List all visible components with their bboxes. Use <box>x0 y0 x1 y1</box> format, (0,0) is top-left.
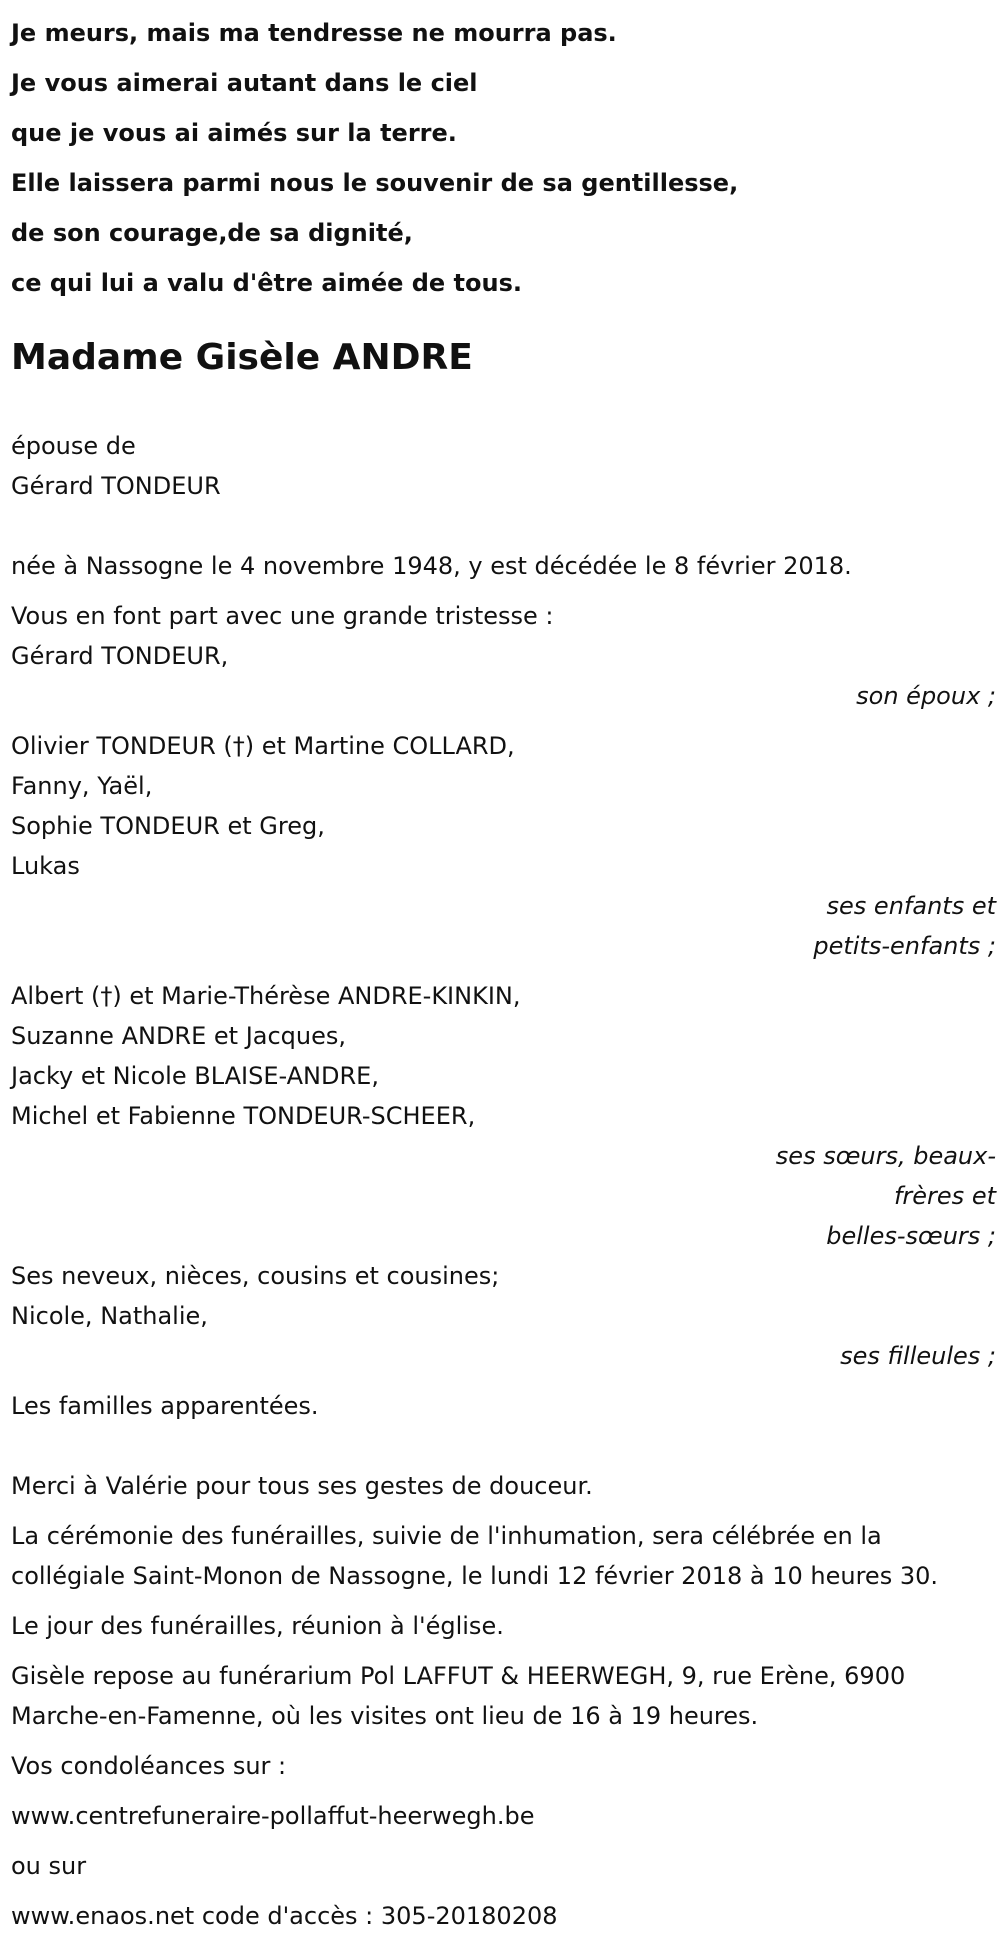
list-item: Suzanne ANDRE et Jacques, <box>11 1022 347 1050</box>
condolences-or: ou sur <box>11 1852 87 1880</box>
poem-line: que je vous ai aimés sur la terre. <box>11 119 457 147</box>
siblings-list <box>11 976 996 1136</box>
thanks: Merci à Valérie pour tous ses gestes de douceur. <box>11 1472 593 1500</box>
related-families: Les familles apparentées. <box>11 1392 319 1420</box>
announcement-intro: Vous en font part avec une grande tristesse : <box>11 602 554 630</box>
poem-line: Je vous aimerai autant dans le ciel <box>11 69 478 97</box>
condolences-site-2[interactable]: www.enaos.net code d'accès : 305-20180208 <box>11 1902 558 1930</box>
meeting: Le jour des funérailles, réunion à l'église. <box>11 1612 504 1640</box>
list-item: Albert (†) et Marie-Thérèse ANDRE-KINKIN, <box>11 982 521 1010</box>
siblings-role: ses sœurs, beaux- <box>775 1142 996 1170</box>
list-item: Lukas <box>11 852 80 880</box>
spouse-intro: épouse de <box>11 432 136 460</box>
list-item: Michel et Fabienne TONDEUR-SCHEER, <box>11 1102 476 1130</box>
ceremony: La cérémonie des funérailles, suivie de l'inhumation, sera célébrée en la collégiale Saint-Monon de Nassogne, le lundi 12 février 2018 à 10 heures 30. <box>11 1522 938 1590</box>
children-list <box>11 726 996 886</box>
spouse-name: Gérard TONDEUR <box>11 472 221 500</box>
condolences-intro: Vos condoléances sur : <box>11 1752 287 1780</box>
siblings-role: belles-sœurs ; <box>826 1222 996 1250</box>
poem-line: Elle laissera parmi nous le souvenir de sa gentillesse, <box>11 169 739 197</box>
children-role: petits-enfants ; <box>813 932 996 960</box>
poem-line: ce qui lui a valu d'être aimée de tous. <box>11 269 523 297</box>
godchildren-role: ses filleules ; <box>840 1342 996 1370</box>
list-item: Olivier TONDEUR (†) et Martine COLLARD, <box>11 732 515 760</box>
godchildren: Nicole, Nathalie, <box>11 1302 208 1330</box>
spouse-role: son époux ; <box>856 682 996 710</box>
rest-place: Gisèle repose au funérarium Pol LAFFUT & HEERWEGH, 9, rue Erène, 6900 Marche-en-Famenne, où les visites ont lieu de 16 à 19 heures. <box>11 1662 906 1730</box>
list-item: Jacky et Nicole BLAISE-ANDRE, <box>11 1062 379 1090</box>
siblings-role: frères et <box>893 1182 996 1210</box>
condolences-site-1[interactable]: www.centrefuneraire-pollaffut-heerwegh.be <box>11 1802 535 1830</box>
obituary-body <box>11 426 996 1936</box>
poem-line: Je meurs, mais ma tendresse ne mourra pas. <box>11 19 617 47</box>
poem <box>11 8 1000 308</box>
relatives: Ses neveux, nièces, cousins et cousines; <box>11 1262 500 1290</box>
list-item: Sophie TONDEUR et Greg, <box>11 812 325 840</box>
family-spouse: Gérard TONDEUR, <box>11 642 229 670</box>
children-role: ses enfants et <box>826 892 996 920</box>
list-item: Fanny, Yaël, <box>11 772 153 800</box>
deceased-name: Madame Gisèle ANDRE <box>11 337 473 378</box>
birth-death: née à Nassogne le 4 novembre 1948, y est décédée le 8 février 2018. <box>11 552 852 580</box>
poem-line: de son courage,de sa dignité, <box>11 219 413 247</box>
